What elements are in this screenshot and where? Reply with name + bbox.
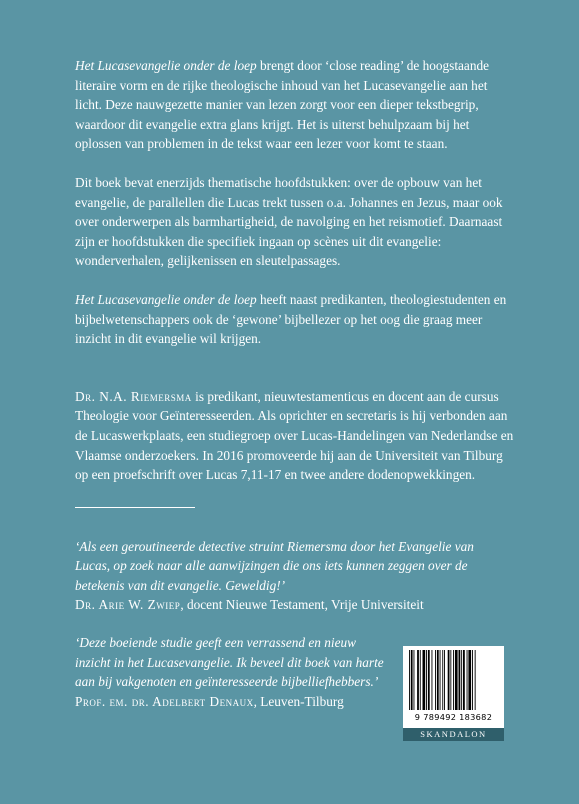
barcode-bar xyxy=(435,650,436,710)
barcode-bar xyxy=(437,650,439,710)
author-bio-text: is predikant, nieuwtestamenticus en docent aan de cursus Theologie voor Geïnteresseerden. Als oprichter en secretaris is hij verbonden aan de Lucaswerkplaats, een studiegroep over Lucas-Handelingen van Nederlandse en Vlaamse onderzoekers. In 2016 promoveerde hij aan de Universiteit van Tilburg op een proefschrift over Lucas 7,11-17 en twee andere dodenopwekkingen. xyxy=(75,388,514,483)
endorsement-quote: ‘Als een geroutineerde detective struint Riemersma door het Evangelie van Lucas, op zoek naar alle aanwijzingen die ons iets kunnen zeggen over de betekenis van dit evangelie. Geweldig!’ xyxy=(75,538,474,593)
barcode-bar xyxy=(472,650,473,710)
blurb-text: heeft naast predikanten, theologiestudenten en bijbelwetenschappers ook de ‘gewone’ bijbellezer op het oog die graag meer inzicht in dit evangelie wil krijgen. xyxy=(75,291,507,347)
book-title-inline: Het Lucasevangelie onder de loep xyxy=(75,291,257,307)
blurb-paragraph-3 xyxy=(75,290,515,349)
barcode-bar xyxy=(448,650,450,710)
barcode-bar xyxy=(461,650,462,710)
barcode-bar xyxy=(420,650,421,710)
barcode-bar xyxy=(432,650,433,710)
barcode-bar xyxy=(468,650,471,710)
barcode-bar xyxy=(444,650,445,710)
barcode-bar xyxy=(463,650,465,710)
author-bio xyxy=(75,387,515,485)
barcode-bar xyxy=(423,650,426,710)
endorser-name: Dr. Arie W. Zwiep xyxy=(75,597,181,613)
endorsement-1 xyxy=(75,537,515,615)
isbn-barcode xyxy=(403,646,504,740)
endorsement-2 xyxy=(75,633,390,711)
barcode-bar xyxy=(453,650,454,710)
author-name: Dr. N.A. Riemersma xyxy=(75,388,192,404)
back-cover-text xyxy=(75,56,515,729)
barcode-bar xyxy=(417,650,419,710)
endorsement-quote: ‘Deze boeiende studie geeft een verrassend en nieuw inzicht in het Lucasevangelie. Ik beveel dit boek van harte aan bij vakgenoten en geïnteresseerde bijbelliefhebbers.’ xyxy=(75,635,384,690)
blurb-paragraph-2: Dit boek bevat enerzijds thematische hoofdstukken: over de opbouw van het evangelie, de parallellen die Lucas trekt tussen o.a. Johannes en Jezus, maar ook over onderwerpen als barmhartigheid, de navolging en het reismotief. Daarnaast zijn er hoofdstukken die specifiek ingaan op scènes uit dit evangelie: wonderverhalen, gelijkenissen en sleutelpassages. xyxy=(75,174,503,269)
barcode-bars xyxy=(408,650,499,712)
barcode-bar xyxy=(428,650,430,710)
endorser-affiliation: , docent Nieuwe Testament, Vrije Universiteit xyxy=(180,597,424,613)
barcode-bar xyxy=(426,650,427,710)
barcode-bar xyxy=(442,650,443,710)
book-title-inline: Het Lucasevangelie onder de loep xyxy=(75,58,257,73)
barcode-bar xyxy=(411,650,413,710)
barcode-bar xyxy=(409,650,410,710)
blurb-text: brengt door ‘close reading’ de hoogstaande literaire vorm en de rijke theologische inhoud van het Lucasevangelie aan het licht. Deze nauwgezette manier van lezen zorgt voor een dieper tekstbegrip, waardoor dit evangelie extra glans krijgt. Het is uiterst behulpzaam bij het oplossen van problemen in de tekst waar een lezer voor komt te staan. xyxy=(75,58,490,152)
barcode-bar xyxy=(450,650,451,710)
divider-rule xyxy=(75,507,195,508)
barcode-bar xyxy=(440,650,441,710)
barcode-bar xyxy=(455,650,458,710)
blurb-paragraph-1 xyxy=(75,56,515,154)
endorser-name: Prof. em. dr. Adelbert Denaux xyxy=(75,693,254,709)
barcode-bar xyxy=(459,650,461,710)
endorser-affiliation: , Leuven-Tilburg xyxy=(253,693,344,709)
barcode-bar xyxy=(414,650,415,710)
publisher-logo: SKANDALON xyxy=(403,728,504,741)
barcode-bar xyxy=(475,650,476,710)
barcode-bar xyxy=(467,650,468,710)
isbn-number: 9 789492 183682 xyxy=(414,712,493,722)
